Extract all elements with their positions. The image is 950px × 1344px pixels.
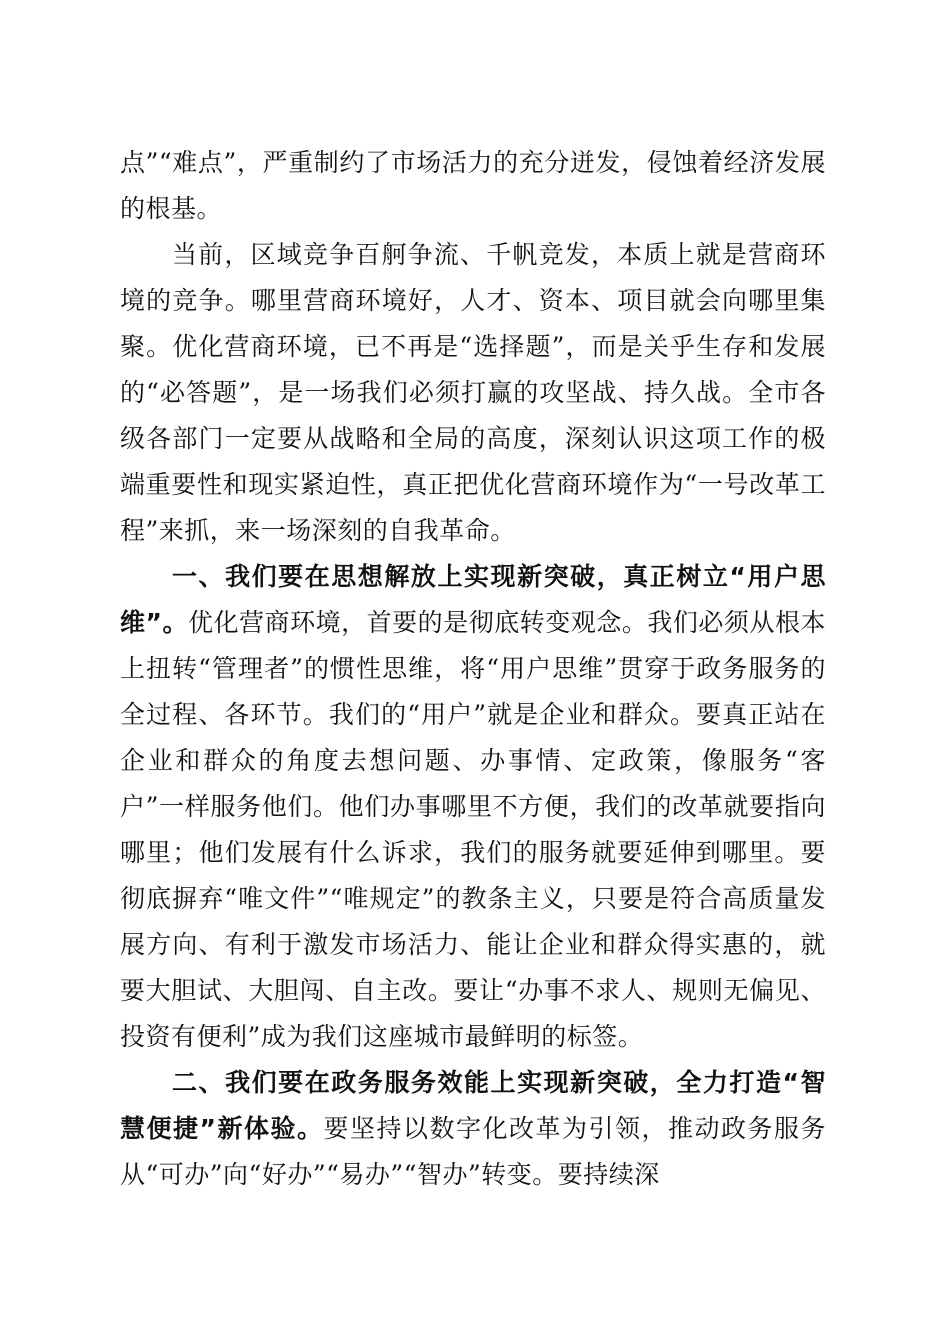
document-body: [120, 140, 826, 1198]
paragraph-text: 要坚持以数字化改革为引领，推动政务服务从“可办”向“好办”“易办”“智办”转变。要持续深: [120, 1114, 826, 1189]
paragraph-section-two: [120, 1060, 826, 1198]
section-heading: 一、我们要在思想解放上实现新突破，真正树立“用户思维”。: [120, 562, 826, 637]
paragraph-continuation: [120, 140, 826, 232]
paragraph-text: 当前，区域竞争百舸争流、千帆竞发，本质上就是营商环境的竞争。哪里营商环境好，人才、资本、项目就会向哪里集聚。优化营商环境，已不再是“选择题”，而是关乎生存和发展的“必答题”，是一场我们必须打赢的攻坚战、持久战。全市各级各部门一定要从战略和全局的高度，深刻认识这项工作的极端重要性和现实紧迫性，真正把优化营商环境作为“一号改革工程”来抓，来一场深刻的自我革命。: [120, 240, 826, 545]
paragraph-context: [120, 232, 826, 554]
paragraph-text: 优化营商环境，首要的是彻底转变观念。我们必须从根本上扭转“管理者”的惯性思维，将“用户思维”贯穿于政务服务的全过程、各环节。我们的“用户”就是企业和群众。要真正站在企业和群众的角度去想问题、办事情、定政策，像服务“客户”一样服务他们。他们办事哪里不方便，我们的改革就要指向哪里；他们发展有什么诉求，我们的服务就要延伸到哪里。要彻底摒弃“唯文件”“唯规定”的教条主义，只要是符合高质量发展方向、有利于激发市场活力、能让企业和群众得实惠的，就要大胆试、大胆闯、自主改。要让“办事不求人、规则无偏见、投资有便利”成为我们这座城市最鲜明的标签。: [120, 608, 826, 1051]
paragraph-text: 点”“难点”，严重制约了市场活力的充分迸发，侵蚀着经济发展的根基。: [120, 148, 826, 223]
section-heading: 二、我们要在政务服务效能上实现新突破，全力打造“智慧便捷”新体验。: [120, 1068, 826, 1143]
paragraph-section-one: [120, 554, 826, 1060]
